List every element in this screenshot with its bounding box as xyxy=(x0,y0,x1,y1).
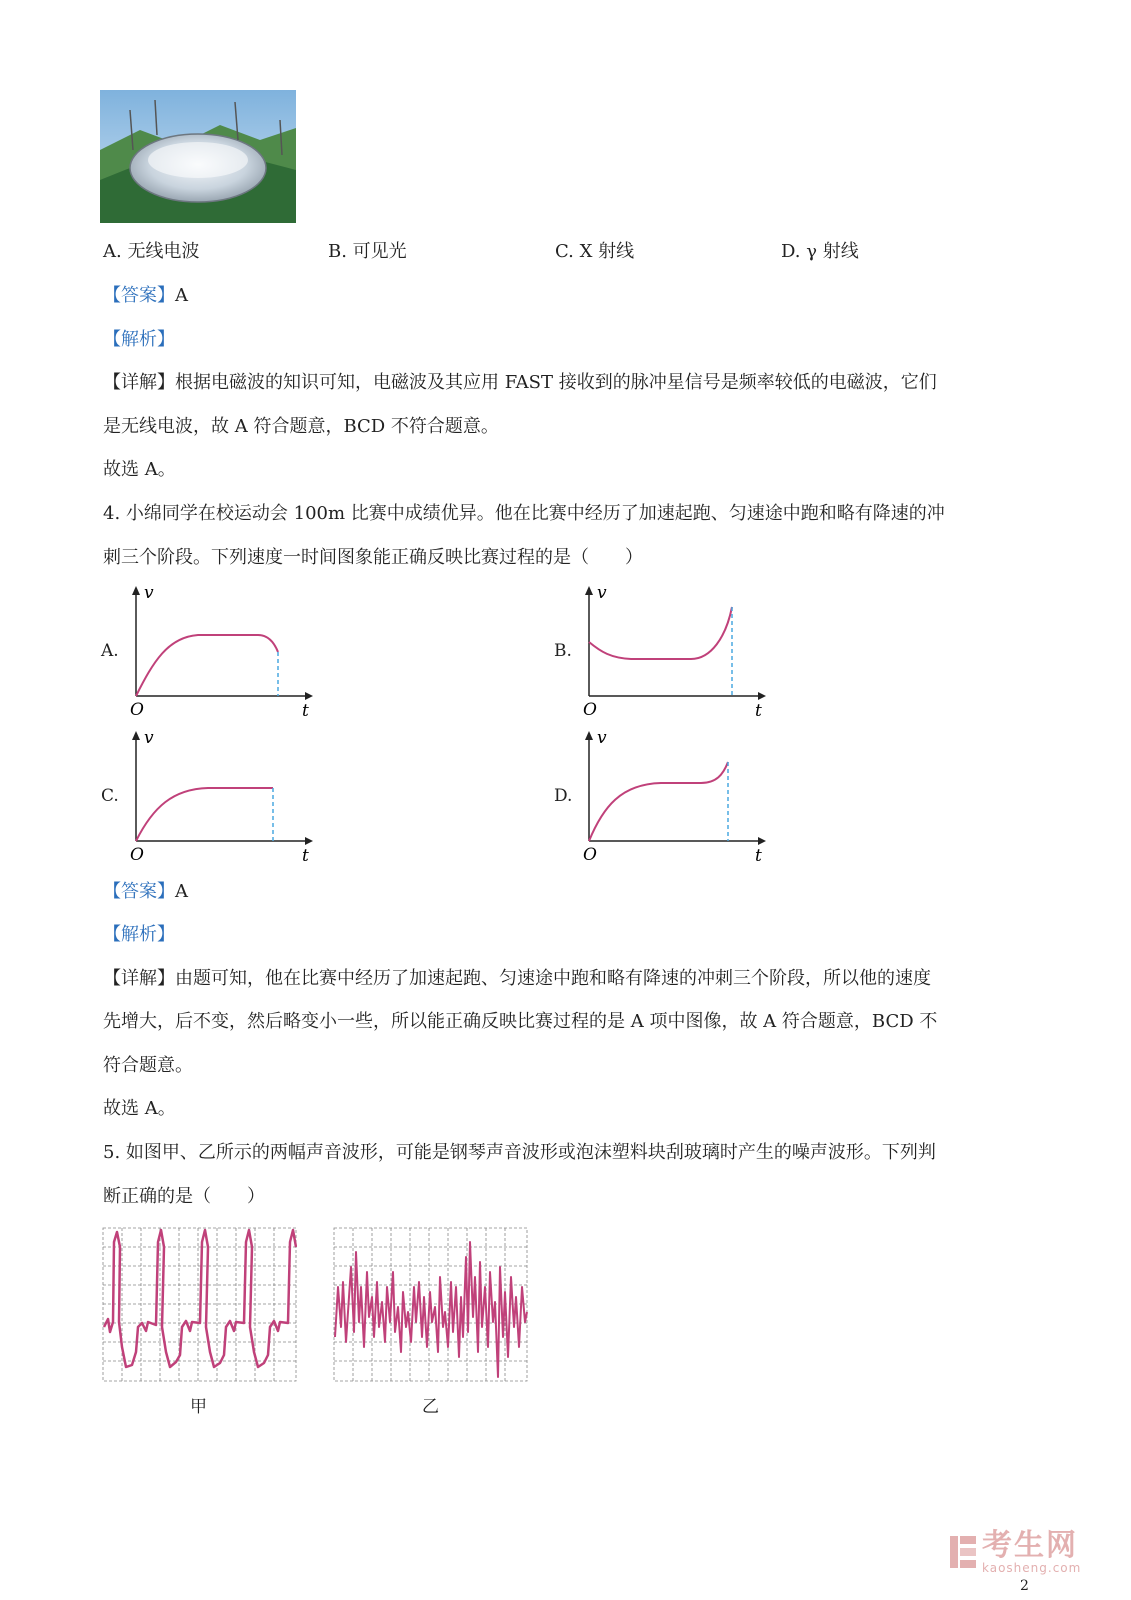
watermark-text: 考生网 xyxy=(982,1528,1078,1563)
q4-analysis-heading xyxy=(103,923,175,947)
answer-value: A xyxy=(175,881,188,902)
q3-option-c: C. X 射线 xyxy=(555,241,635,262)
graph-b xyxy=(581,582,781,722)
q4-stem-line-2: 刺三个阶段。下列速度一时间图象能正确反映比赛过程的是（ ） xyxy=(103,547,643,568)
origin-label: O xyxy=(583,700,597,720)
axis-t-label: t xyxy=(755,846,762,866)
graph-d xyxy=(581,727,781,867)
answer-value: A xyxy=(175,285,188,306)
detail-text: 根据电磁波的知识可知，电磁波及其应用 FAST 接收到的脉冲星信号是频率较低的电磁波，它们 xyxy=(175,372,937,393)
page-number: 2 xyxy=(1020,1578,1029,1594)
q3-analysis-heading xyxy=(103,328,175,352)
waveform-jia-label: 甲 xyxy=(190,1397,207,1417)
detail-text: 由题可知，他在比赛中经历了加速起跑、匀速途中跑和略有降速的冲刺三个阶段，所以他的速度 xyxy=(175,968,931,989)
axis-v-label: v xyxy=(597,583,607,603)
graph-a-label: A. xyxy=(101,641,119,661)
axis-v-label: v xyxy=(144,583,154,603)
graph-c-label: C. xyxy=(101,786,119,806)
axis-v-label: v xyxy=(144,728,154,748)
watermark-icon xyxy=(948,1534,978,1570)
origin-label: O xyxy=(130,700,144,720)
answer-tag: 【答案】 xyxy=(103,285,175,306)
q3-answer xyxy=(103,284,188,308)
q4-stem-line-1: 4. 小绵同学在校运动会 100m 比赛中成绩优异。他在比赛中经历了加速起跑、匀速途中跑和略有降速的冲 xyxy=(103,503,945,524)
q5-stem-line-2: 断正确的是（ ） xyxy=(103,1186,265,1207)
fast-telescope-photo xyxy=(100,90,296,223)
q3-option-d: D. γ 射线 xyxy=(781,241,859,262)
q5-stem-line-1: 5. 如图甲、乙所示的两幅声音波形，可能是钢琴声音波形或泡沫塑料块刮玻璃时产生的噪声波形。下列判 xyxy=(103,1142,936,1163)
q4-detail-line-1 xyxy=(103,967,931,991)
axis-t-label: t xyxy=(755,701,762,721)
detail-tag: 【详解】 xyxy=(103,372,175,393)
waveform-jia xyxy=(102,1227,297,1382)
detail-tag: 【详解】 xyxy=(103,968,175,989)
q4-detail-line-2: 先增大，后不变，然后略变小一些，所以能正确反映比赛过程的是 A 项中图像，故 A 符合题意，BCD 不 xyxy=(103,1011,938,1032)
graph-c xyxy=(128,727,328,867)
q4-conclusion: 故选 A。 xyxy=(103,1098,176,1119)
graph-d-label: D. xyxy=(554,786,573,806)
q4-detail-line-3: 符合题意。 xyxy=(103,1055,193,1076)
q3-detail-line-1 xyxy=(103,371,937,395)
q4-answer xyxy=(103,880,188,904)
analysis-tag: 【解析】 xyxy=(103,329,175,350)
q3-conclusion: 故选 A。 xyxy=(103,459,176,480)
q3-option-b: B. 可见光 xyxy=(328,241,407,262)
waveform-yi-label: 乙 xyxy=(422,1397,439,1417)
origin-label: O xyxy=(583,845,597,865)
axis-t-label: t xyxy=(302,701,309,721)
graph-a xyxy=(128,582,328,722)
axis-v-label: v xyxy=(597,728,607,748)
watermark-logo xyxy=(948,1530,1081,1574)
graph-b-label: B. xyxy=(554,641,572,661)
analysis-tag: 【解析】 xyxy=(103,924,175,945)
answer-tag: 【答案】 xyxy=(103,881,175,902)
axis-t-label: t xyxy=(302,846,309,866)
q3-option-a: A. 无线电波 xyxy=(103,241,200,262)
origin-label: O xyxy=(130,845,144,865)
waveform-yi xyxy=(333,1227,528,1382)
watermark-sub: kaosheng.com xyxy=(982,1561,1082,1575)
q3-detail-line-2: 是无线电波，故 A 符合题意，BCD 不符合题意。 xyxy=(103,416,499,437)
